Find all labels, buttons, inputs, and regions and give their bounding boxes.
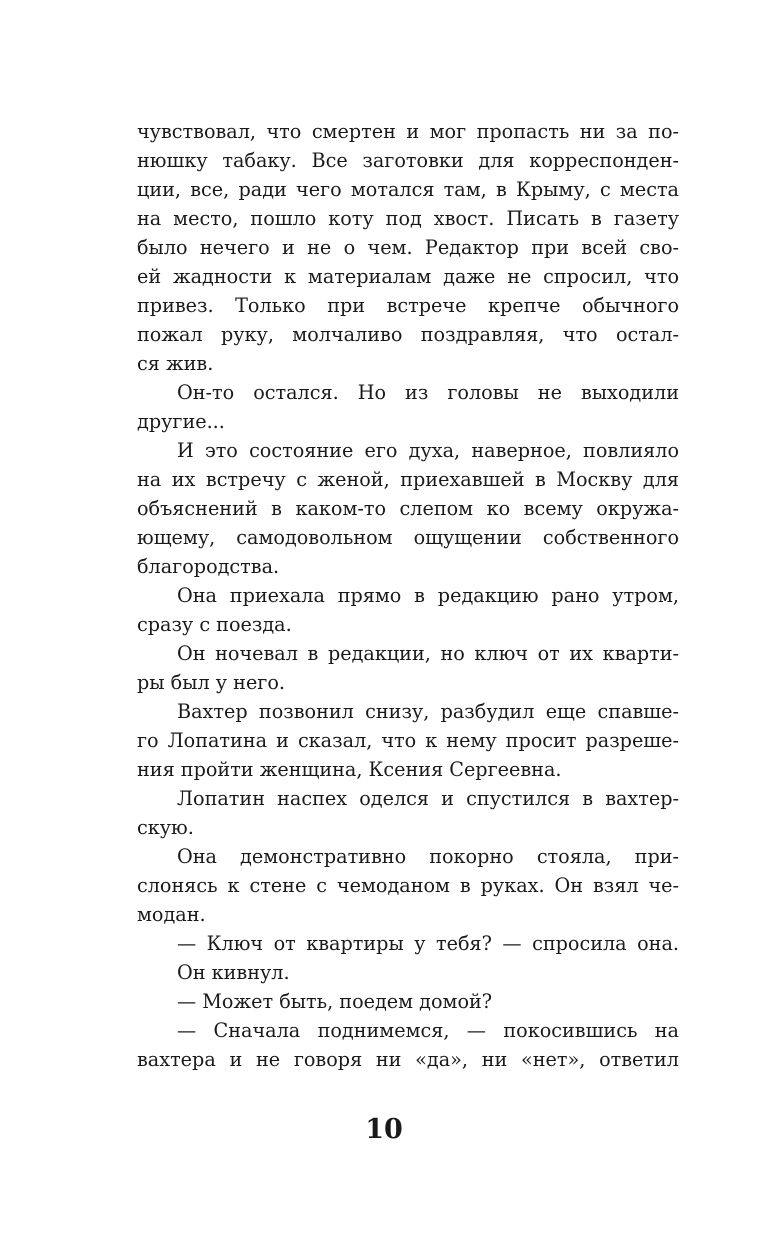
text-line: И это состояние его духа, наверное, повлияло [177, 439, 679, 462]
text-line: Он-то остался. Но из головы не выходили [177, 381, 679, 404]
text-line: привез. Только при встрече крепче обычного [137, 294, 679, 317]
text-line: модан. [137, 903, 206, 926]
text-line: Он ночевал в редакции, но ключ от их кварти- [177, 642, 679, 665]
text-line: — Сначала поднимемся, — покосившись на [177, 1019, 679, 1042]
text-line: другие... [137, 410, 225, 433]
text-line: Она демонстративно покорно стояла, при- [177, 845, 679, 868]
text-line: сразу с поезда. [137, 613, 292, 636]
text-line: слонясь к стене с чемоданом в руках. Он взял че- [137, 874, 679, 897]
text-line: скую. [137, 816, 194, 839]
text-line: на их встречу с женой, приехавшей в Москву для [137, 468, 679, 491]
text-line: ции, все, ради чего мотался там, в Крыму, с места [137, 178, 679, 201]
text-line: Он кивнул. [177, 961, 290, 984]
text-line: Лопатин наспех оделся и спустился в вахтер- [177, 787, 679, 810]
text-line: Она приехала прямо в редакцию рано утром, [177, 584, 679, 607]
text-line: объяснений в каком-то слепом ко всему окружа- [137, 497, 679, 520]
text-line: ся жив. [137, 352, 214, 375]
text-line: го Лопатина и сказал, что к нему просит разреше- [137, 729, 679, 752]
page-number: 10 [365, 1114, 403, 1145]
text-line: пожал руку, молчаливо поздравляя, что остал- [137, 323, 679, 346]
text-line: ры был у него. [137, 671, 286, 694]
text-line: вахтера и не говоря ни «да», ни «нет», ответил [137, 1048, 679, 1071]
text-line: ния пройти женщина, Ксения Сергеевна. [137, 758, 562, 781]
text-line: нюшку табаку. Все заготовки для корреспонден- [137, 149, 679, 172]
text-line: чувствовал, что смертен и мог пропасть ни за по- [137, 120, 679, 143]
text-line: — Ключ от квартиры у тебя? — спросила она. [177, 932, 679, 955]
body-text [137, 117, 679, 1074]
text-line: ей жадности к материалам даже не спросил, что [137, 265, 679, 288]
text-line: ющему, самодовольном ощущении собственного [137, 526, 679, 549]
text-line: — Может быть, поедем домой? [177, 990, 493, 1013]
text-line: благородства. [137, 555, 280, 578]
text-line: было нечего и не о чем. Редактор при всей сво- [137, 236, 679, 259]
text-line: на место, пошло коту под хвост. Писать в газету [137, 207, 679, 230]
text-line: Вахтер позвонил снизу, разбудил еще спавше- [177, 700, 679, 723]
